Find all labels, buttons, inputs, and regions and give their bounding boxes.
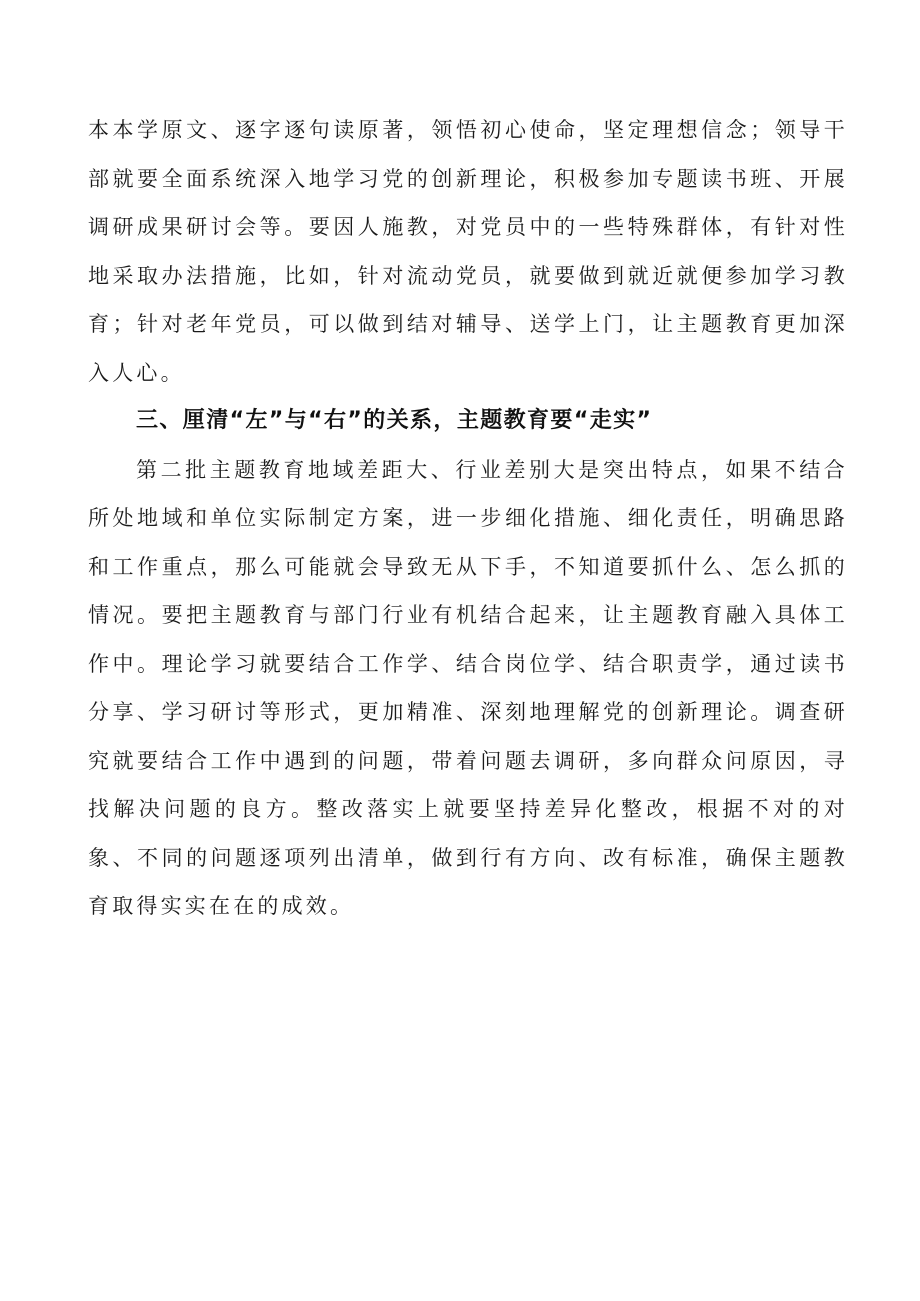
paragraph-section-three: 第二批主题教育地域差距大、行业差别大是突出特点，如果不结合所处地域和单位实际制定方案，进一步细化措施、细化责任，明确思路和工作重点，那么可能就会导致无从下手，不知道要抓什么、怎么抓的情况。要把主题教育与部门行业有机结合起来，让主题教育融入具体工作中。理论学习就要结合工作学、结合岗位学、结合职责学，通过读书分享、学习研讨等形式，更加精准、深刻地理解党的创新理论。调查研究就要结合工作中遇到的问题，带着问题去调研，多向群众问原因，寻找解决问题的良方。整改落实上就要坚持差异化整改，根据不对的对象、不同的问题逐项列出清单，做到行有方向、改有标准，确保主题教育取得实实在在的成效。 (88, 457, 848, 918)
document-body (88, 106, 848, 931)
paragraph-continued: 本本学原文、逐字逐句读原著，领悟初心使命，坚定理想信念；领导干部就要全面系统深入地学习党的创新理论，积极参加专题读书班、开展调研成果研讨会等。要因人施教，对党员中的一些特殊群体，有针对性地采取办法措施，比如，针对流动党员，就要做到就近就便参加学习教育；针对老年党员，可以做到结对辅导、送学上门，让主题教育更加深入人心。 (88, 118, 848, 385)
section-heading: 三、厘清“左”与“右”的关系，主题教育要“走实” (136, 408, 653, 433)
